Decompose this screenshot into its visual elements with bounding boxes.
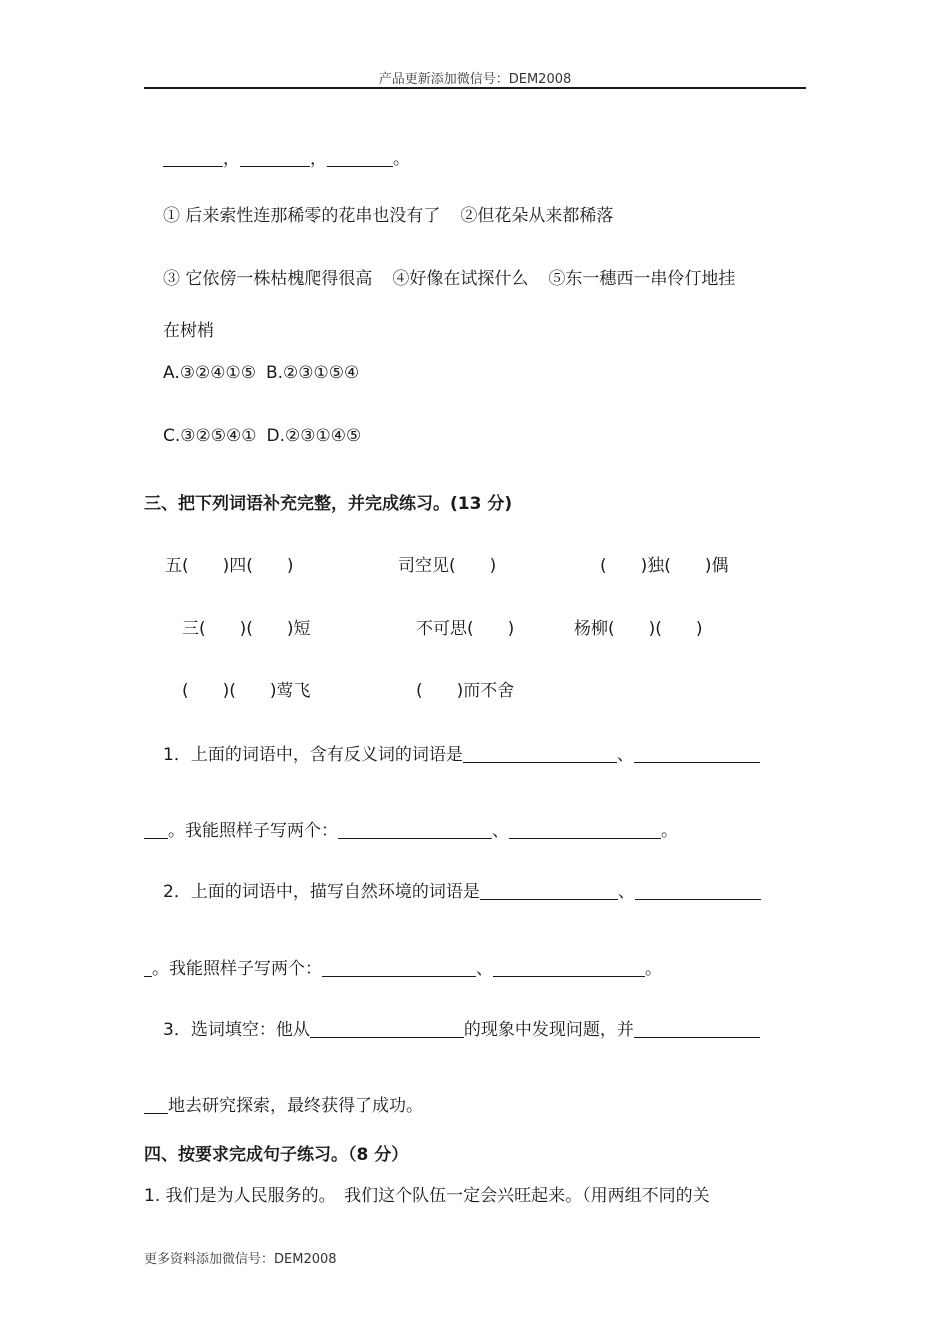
word-item[interactable]: ( )而不舍 [416, 681, 515, 701]
sentence-1: ① 后来索性连那稀零的花串也没有了 [163, 206, 441, 226]
sentence-3: ③ 它依傍一株枯槐爬得很高 [163, 269, 373, 289]
word-item[interactable]: 三( )( )短 [182, 619, 311, 639]
answer-blank[interactable] [480, 881, 618, 900]
answer-blank[interactable] [463, 744, 617, 763]
word-item[interactable]: 不可思( ) [416, 619, 515, 639]
answer-blank[interactable] [163, 148, 223, 167]
word-item[interactable]: 杨柳( )( ) [574, 619, 703, 639]
options-line-1 [163, 363, 359, 383]
answer-blank[interactable] [635, 881, 761, 900]
section-3-title: 三、把下列词语补充完整，并完成练习。(13 分) [144, 494, 513, 514]
separator: 。 [645, 959, 662, 979]
answer-blank[interactable] [144, 1095, 168, 1114]
separator: 。 [393, 149, 410, 169]
option-b[interactable]: B.②③①⑤④ [265, 363, 360, 383]
separator: 、 [616, 745, 634, 765]
separator: ， [310, 149, 327, 169]
subquestion-1 [163, 740, 760, 765]
options-line-2 [163, 426, 361, 446]
word-item[interactable]: ( )独( )偶 [600, 556, 729, 576]
sentence-line-1 [163, 201, 613, 226]
separator: 。 [661, 821, 678, 841]
answer-blank[interactable] [634, 744, 760, 763]
separator: ， [223, 149, 240, 169]
answer-blanks-line [163, 144, 410, 169]
answer-blank[interactable] [493, 958, 645, 977]
answer-blank[interactable] [327, 148, 393, 167]
page-header: 产品更新添加微信号：DEM2008 [378, 72, 572, 87]
section-4-item-1: 1. 我们是为人民服务的。 我们这个队伍一定会兴旺起来。（用两组不同的关 [144, 1186, 710, 1206]
answer-blank[interactable] [144, 958, 152, 977]
subquestion-1-text: 1．上面的词语中，含有反义词的词语是 [163, 745, 463, 765]
sentence-line-2 [163, 264, 735, 289]
separator: 、 [617, 882, 635, 902]
subquestion-3 [163, 1015, 760, 1040]
option-c[interactable]: C.③②⑤④① [163, 426, 257, 446]
subquestion-2-text: 2．上面的词语中，描写自然环境的词语是 [163, 882, 480, 902]
answer-blank[interactable] [338, 820, 492, 839]
page-footer: 更多资料添加微信号：DEM2008 [144, 1252, 337, 1267]
subquestion-1-continued [144, 816, 678, 841]
option-d[interactable]: D.②③①④⑤ [266, 426, 362, 446]
sentence-5-continued: 在树梢 [163, 321, 214, 341]
section-4-title: 四、按要求完成句子练习。（8 分） [144, 1145, 409, 1165]
subquestion-2-continued [144, 954, 662, 979]
subquestion-2 [163, 877, 761, 902]
word-item[interactable]: 五( )四( ) [165, 556, 294, 576]
header-rule [144, 87, 806, 89]
answer-blank[interactable] [634, 1019, 760, 1038]
subquestion-3-text: 3．选词填空：他从 [163, 1020, 310, 1040]
subquestion-1-prompt: 。我能照样子写两个： [168, 821, 338, 841]
separator: 、 [476, 959, 493, 979]
word-item[interactable]: 司空见( ) [398, 556, 497, 576]
answer-blank[interactable] [509, 820, 661, 839]
subquestion-3-mid: 的现象中发现问题，并 [463, 1020, 634, 1040]
separator: 、 [492, 821, 509, 841]
subquestion-3-tail: 地去研究探索，最终获得了成功。 [168, 1096, 423, 1116]
subquestion-3-continued [144, 1091, 423, 1116]
subquestion-2-prompt: 。我能照样子写两个： [152, 959, 322, 979]
answer-blank[interactable] [322, 958, 476, 977]
sentence-4: ④好像在试探什么 [392, 269, 529, 289]
sentence-2: ②但花朵从来都稀落 [460, 206, 614, 226]
answer-blank[interactable] [310, 1019, 464, 1038]
sentence-5: ⑤东一穗西一串伶仃地挂 [548, 269, 736, 289]
answer-blank[interactable] [144, 820, 168, 839]
answer-blank[interactable] [240, 148, 310, 167]
word-item[interactable]: ( )( )莺飞 [182, 681, 311, 701]
option-a[interactable]: A.③②④①⑤ [163, 363, 256, 383]
